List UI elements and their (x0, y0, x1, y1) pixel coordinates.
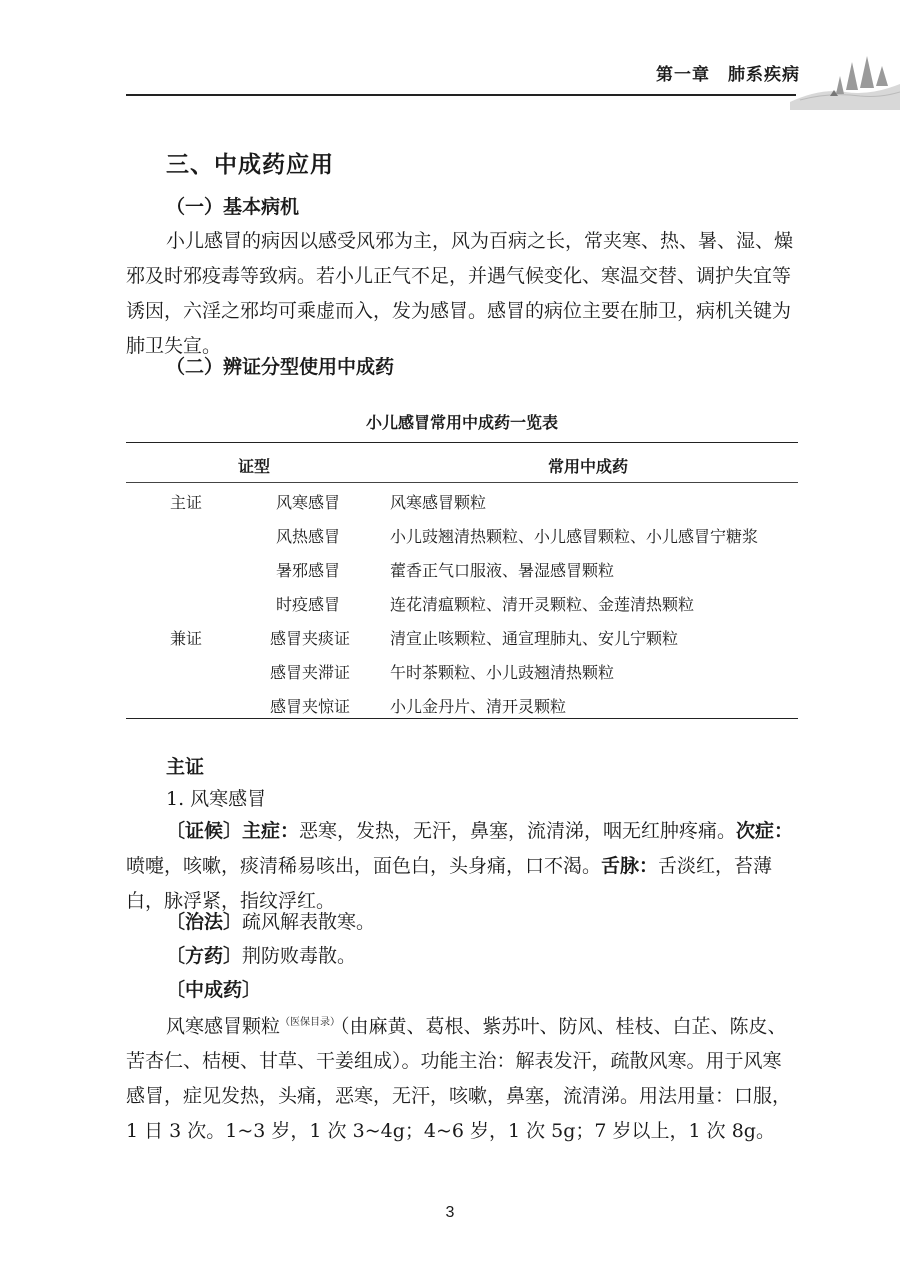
table-header-rule (126, 482, 798, 483)
subsection-title-2: （二）辨证分型使用中成药 (166, 356, 395, 378)
drug-description: （由麻黄、葛根、紫苏叶、防风、桂枝、白芷、陈皮、苦杏仁、桔梗、甘草、干姜组成）。功能主治：解表发汗，疏散风寒。用于风寒感冒，症见发热，头痛，恶寒，无汗，咳嗽，鼻塞，流清涕。用法用量：口服，1 日 3 次。1~3 岁，1 次 3~4g；4~6 岁，1 次 5g；7 岁以上，1 次 8g。 (126, 1015, 792, 1143)
treatment-text: 疏风解表散寒。 (242, 911, 376, 933)
prescription-line (166, 939, 838, 974)
label-fangyao: 〔方药〕 (166, 945, 243, 967)
patent-medicine-label (166, 973, 838, 1008)
cell-type: 风热感冒 (276, 527, 341, 546)
insurance-note: （医保目录） (280, 1017, 341, 1028)
secondary-symptoms-text: 喷嚏，咳嗽，痰清稀易咳出，面色白，头身痛，口不渴。 (126, 855, 602, 877)
paragraph-pathogenesis: 小儿感冒的病因以感受风邪为主，风为百病之长，常夹寒、热、暑、湿、燥邪及时邪疫毒等致病。若小儿正气不足，并遇气候变化、寒温交替、调护失宜等诱因，六淫之邪均可乘虚而入，发为感冒。感冒的病位主要在肺卫，病机关键为肺卫失宣。 (126, 230, 794, 357)
table-row (126, 586, 798, 620)
table-row (126, 654, 798, 688)
cell-type: 感冒夹惊证 (270, 697, 351, 716)
main-syndrome-label: 主证 (166, 756, 205, 778)
cell-meds: 小儿金丹片、清开灵颗粒 (390, 697, 567, 716)
tongue-pulse-text: 舌淡红，苔薄白，脉浮紧，指纹浮红。 (126, 855, 773, 912)
table-row (126, 620, 798, 654)
table-row (126, 552, 798, 586)
treatment-line (166, 905, 838, 940)
item-heading: 1. 风寒感冒 (166, 788, 267, 810)
cell-type: 风寒感冒 (276, 493, 341, 512)
symptoms-paragraph (126, 814, 798, 919)
cell-type: 暑邪感冒 (276, 561, 341, 580)
cell-type: 感冒夹滞证 (270, 663, 351, 682)
label-main-symptoms: 主症： (242, 820, 300, 842)
cell-meds: 藿香正气口服液、暑湿感冒颗粒 (390, 561, 615, 580)
cell-meds: 风寒感冒颗粒 (390, 493, 487, 512)
cell-type: 时疫感冒 (276, 595, 341, 614)
table-bottom-rule (126, 718, 798, 719)
cell-meds: 清宣止咳颗粒、通宣理肺丸、安儿宁颗粒 (390, 629, 679, 648)
table-caption: 小儿感冒常用中成药一览表 (365, 413, 558, 432)
table-row (126, 688, 798, 722)
section-title: 三、中成药应用 (166, 152, 334, 178)
running-header: 第一章 肺系疾病 (656, 65, 800, 85)
cell-meds: 午时茶颗粒、小儿豉翘清热颗粒 (390, 663, 615, 682)
header-rule (126, 94, 796, 96)
drug-name: 风寒感冒颗粒 (166, 1015, 281, 1038)
main-symptoms-text: 恶寒，发热，无汗，鼻塞，流清涕，咽无红肿疼痛。 (299, 820, 737, 842)
cell-type: 感冒夹痰证 (270, 629, 351, 648)
label-zhongchengyao: 〔中成药〕 (166, 979, 262, 1001)
cell-category: 主证 (170, 493, 203, 512)
subsection-title-1: （一）基本病机 (166, 196, 300, 218)
cell-category: 兼证 (170, 629, 203, 648)
table-row (126, 518, 798, 552)
table-row (126, 484, 798, 518)
table-top-rule (126, 442, 798, 443)
landscape-decoration (790, 40, 900, 110)
table-header-meds: 常用中成药 (548, 457, 629, 476)
prescription-text: 荆防败毒散。 (242, 945, 357, 967)
label-tongue-pulse: 舌脉： (601, 855, 659, 877)
drug-paragraph (126, 1005, 798, 1149)
label-zhenghou: 〔证候〕 (166, 820, 243, 842)
cell-meds: 连花清瘟颗粒、清开灵颗粒、金莲清热颗粒 (390, 595, 695, 614)
cell-meds: 小儿豉翘清热颗粒、小儿感冒颗粒、小儿感冒宁糖浆 (390, 527, 759, 546)
label-secondary-symptoms: 次症： (736, 820, 794, 842)
table-header-type: 证型 (238, 457, 271, 476)
label-zhifa: 〔治法〕 (166, 911, 243, 933)
page-number: 3 (445, 1204, 455, 1221)
